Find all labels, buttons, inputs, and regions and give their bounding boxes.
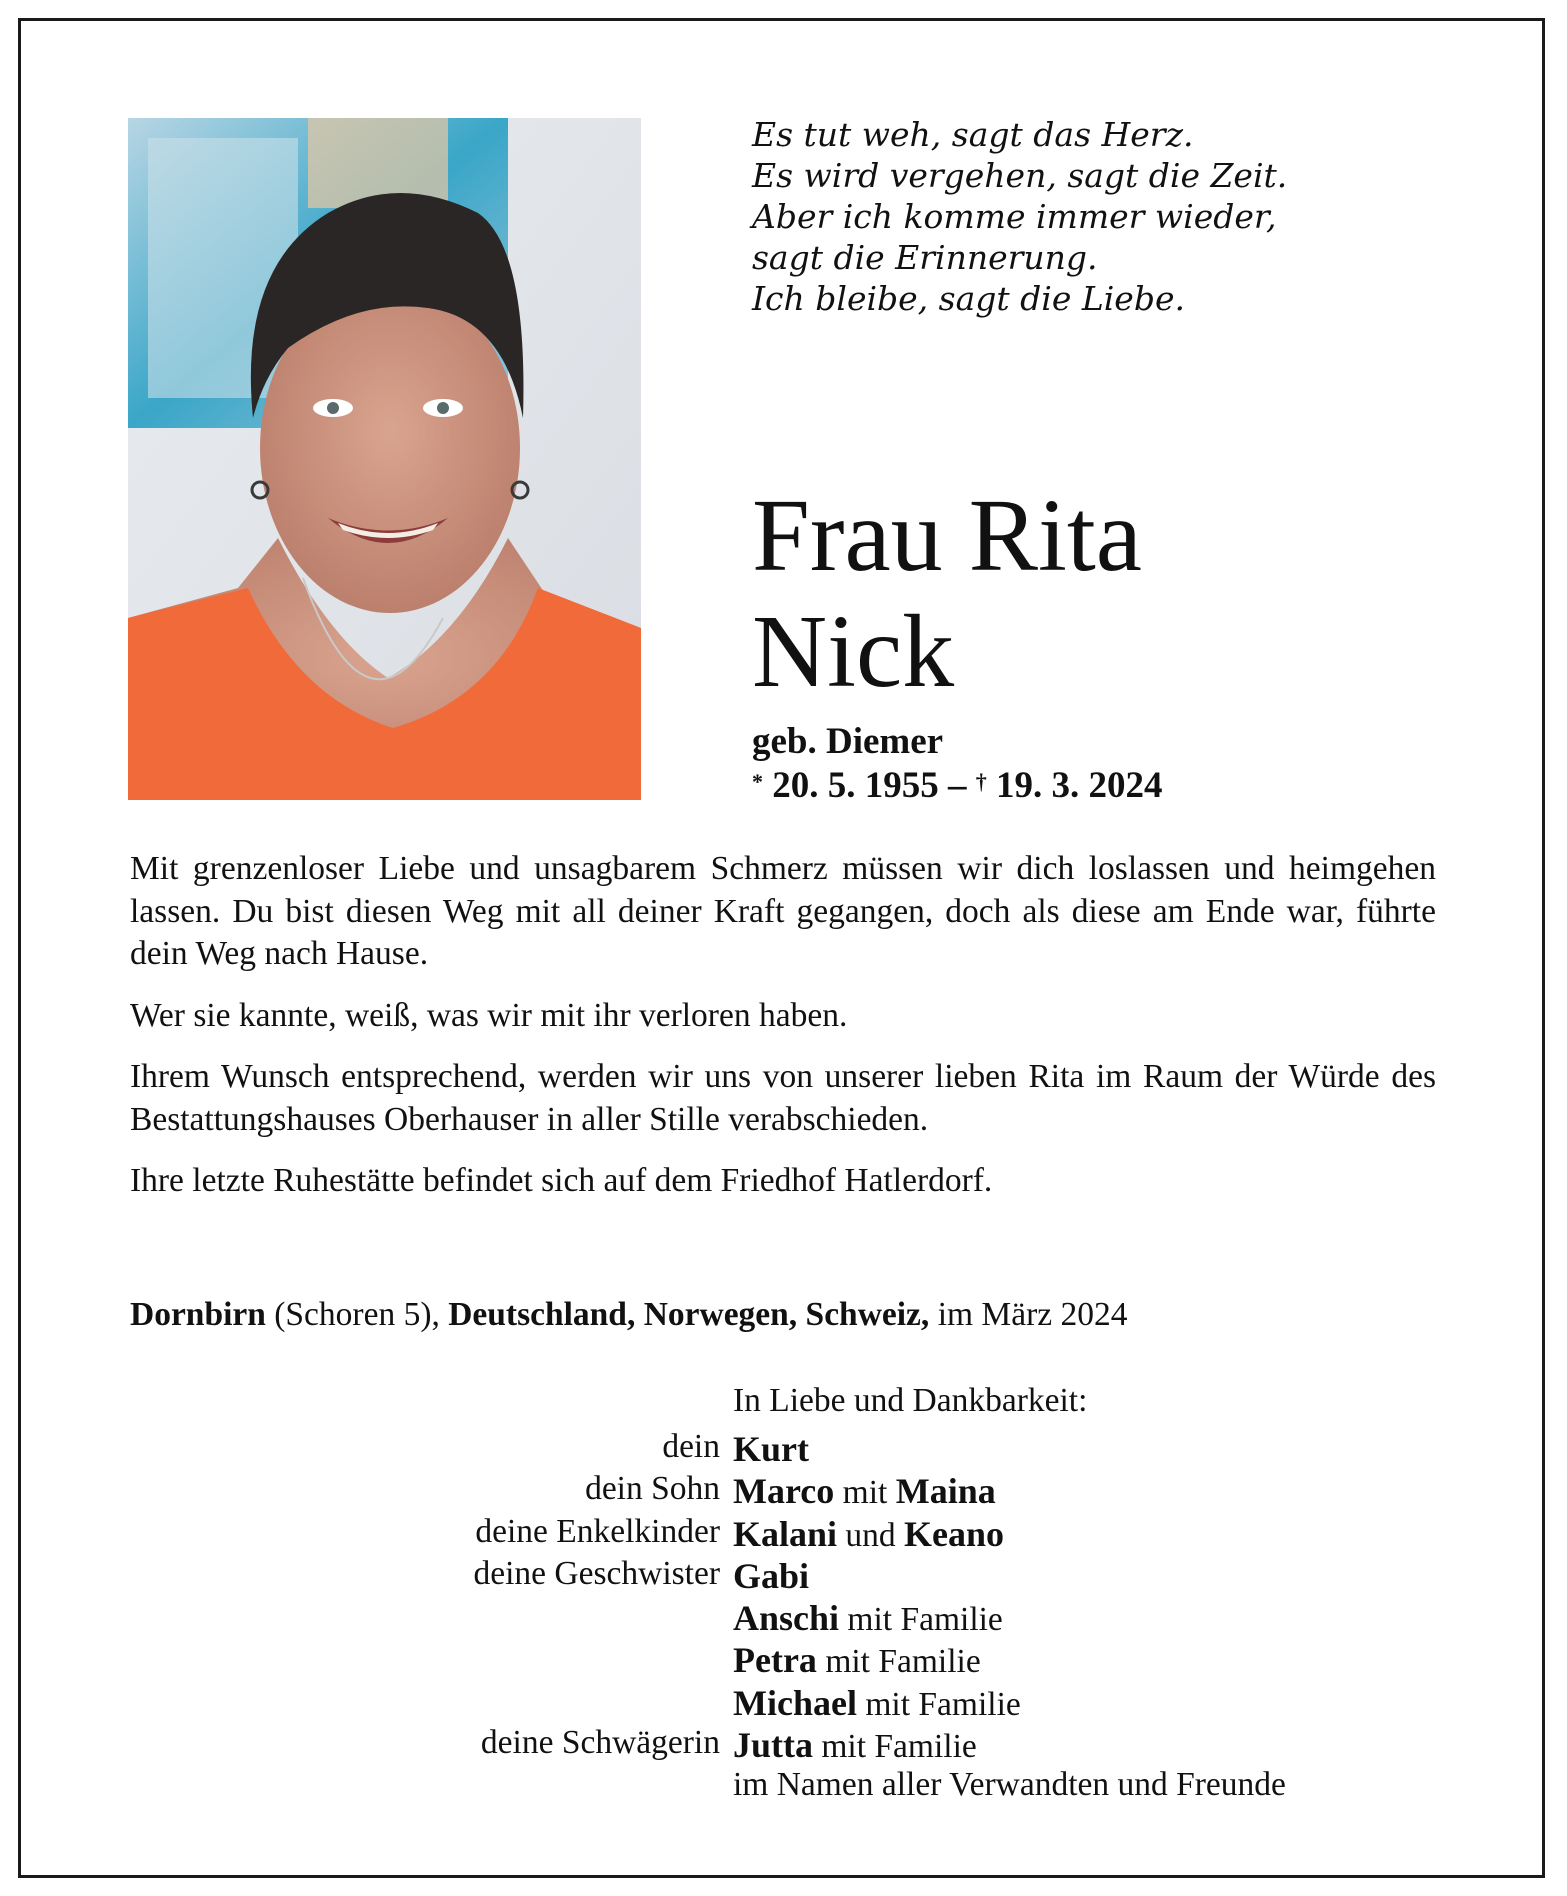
date-separator: –: [938, 765, 976, 806]
portrait-image: [128, 118, 641, 800]
city: Dornbirn: [130, 1296, 266, 1333]
mourner-suffix: mit Familie: [816, 1643, 981, 1681]
poem-line: Aber ich komme immer wieder,: [752, 197, 1277, 236]
poem-line: Es tut weh, sagt das Herz.: [752, 115, 1194, 154]
mourner-name-2: Keano: [904, 1513, 1005, 1554]
birth-symbol: *: [752, 769, 763, 794]
paragraph: Mit grenzenloser Liebe und unsagbarem Schmerz müssen wir dich loslassen und heimgehen lassen. Du bist diesen Weg mit all deiner Kraft gegangen, doch als diese am Ende war, führte dein Weg nach Hause.: [130, 850, 1436, 972]
mourner: [733, 1513, 1004, 1555]
relation: dein Sohn: [585, 1470, 720, 1508]
mourner-name: Petra: [733, 1640, 817, 1681]
deceased-name: [752, 478, 1142, 710]
paragraph: Ihre letzte Ruhestätte befindet sich auf dem Friedhof Hatlerdorf.: [130, 1162, 993, 1199]
paragraph: Ihrem Wunsch entsprechend, werden wir uns von unserer lieben Rita im Raum der Würde des Bestattungshauses Oberhauser in aller Stille verabschieden.: [130, 1058, 1436, 1138]
signature-list: [0, 1428, 1567, 1809]
birth-name: geb. Diemer: [752, 721, 944, 762]
paragraph: Wer sie kannte, weiß, was wir mit ihr verloren haben.: [130, 996, 848, 1034]
mourner-name: Gabi: [733, 1555, 810, 1596]
death-symbol: †: [975, 769, 987, 794]
countries: Deutschland, Norwegen, Schweiz,: [448, 1296, 930, 1333]
address: (Schoren 5),: [265, 1296, 449, 1333]
mourner-name: Marco: [733, 1471, 835, 1512]
signature-row: [0, 1724, 1567, 1766]
mourner-name: Anschi: [733, 1598, 840, 1639]
relation: deine Schwägerin: [480, 1724, 720, 1762]
mourner-suffix: mit Familie: [839, 1601, 1003, 1639]
mourner: [733, 1428, 809, 1470]
birth-date: 20. 5. 1955: [772, 765, 939, 806]
mourner: [733, 1639, 981, 1681]
relation: deine Enkelkinder: [475, 1512, 720, 1550]
mourner-suffix: mit Familie: [813, 1728, 977, 1766]
mourner: [733, 1597, 1003, 1639]
signature-row: [0, 1470, 1567, 1512]
relation: dein: [662, 1428, 720, 1465]
portrait-photo: [128, 118, 641, 800]
poem-line: Ich bleibe, sagt die Liebe.: [752, 279, 1185, 318]
signature-row: [0, 1597, 1567, 1639]
mourner-suffix: mit Familie: [856, 1685, 1021, 1723]
mourner-name: Michael: [733, 1682, 857, 1723]
mourner-name: Kalani: [733, 1513, 838, 1554]
signature-row: [0, 1639, 1567, 1681]
mourner-name: Kurt: [733, 1429, 809, 1469]
signature-row: [0, 1682, 1567, 1724]
date: im März 2024: [929, 1296, 1128, 1333]
mourner: [733, 1682, 1021, 1724]
mourner: [733, 1555, 809, 1597]
mourner-suffix: mit: [834, 1474, 896, 1512]
name-line-1: Frau Rita: [752, 478, 1142, 593]
signature-row: [0, 1766, 1567, 1808]
life-dates: [752, 764, 1163, 808]
poem: [752, 114, 1432, 319]
name-line-2: Nick: [752, 594, 955, 709]
relation: deine Geschwister: [473, 1554, 720, 1592]
death-date: 19. 3. 2024: [996, 765, 1163, 806]
mourner: [733, 1724, 977, 1766]
place-and-date: [130, 1294, 1127, 1336]
mourner-name-2: Maina: [895, 1471, 996, 1512]
signature-row: [0, 1555, 1567, 1597]
thanks-line: In Liebe und Dankbarkeit:: [733, 1382, 1088, 1419]
mourner-name: Jutta: [733, 1725, 813, 1766]
closing-line: im Namen aller Verwandten und Freunde: [733, 1766, 1286, 1804]
poem-line: Es wird vergehen, sagt die Zeit.: [752, 156, 1288, 195]
mourner-suffix: und: [837, 1516, 905, 1554]
obituary-text: [130, 848, 1436, 1222]
mourner: [733, 1470, 996, 1512]
signature-row: [0, 1513, 1567, 1555]
signature-row: [0, 1428, 1567, 1470]
poem-line: sagt die Erinnerung.: [752, 238, 1098, 277]
